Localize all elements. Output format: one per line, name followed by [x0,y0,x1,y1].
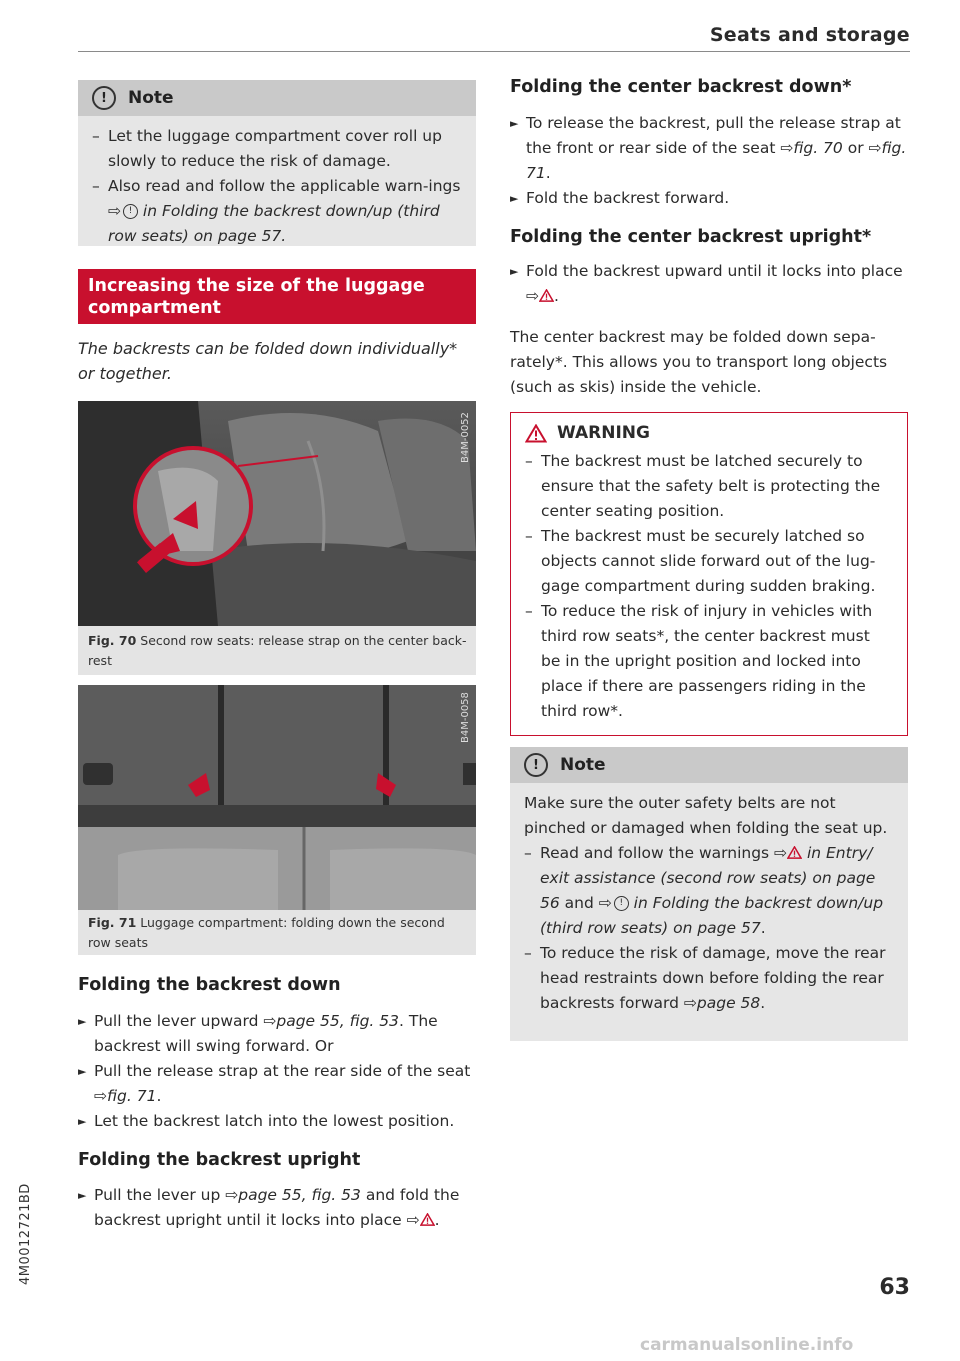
watermark: carmanualsonline.info [640,1335,854,1355]
step-item: ► Let the backrest latch into the lowest position. [78,1109,476,1134]
figure-caption: Fig. 71 Luggage compartment: folding down the second row seats [88,915,445,950]
warning-triangle-icon [539,289,554,302]
warning-title: WARNING [557,423,650,443]
steps-center-backrest-upright [510,259,908,309]
figure-reference[interactable]: fig. 71 [107,1087,157,1105]
figure-reference[interactable]: fig. 71 [526,139,907,182]
note-header [510,747,908,783]
luggage-compartment-seats-image [78,685,476,910]
page-number: 63 [879,1275,910,1300]
steps-backrest-down [78,1009,476,1134]
note-item: – Let the luggage compartment cover roll up slowly to reduce the risk of damage. [92,124,462,174]
heading-backrest-down: Folding the backrest down [78,975,341,995]
caution-icon: ! [614,896,629,911]
step-item: ► To release the backrest, pull the release strap at the front or rear side of the seat ⇨fig. 70 or ⇨fig. 71. [510,111,908,186]
note-item: – Read and follow the warnings ⇨ in Entry/ exit assistance (second row seats) on page 56 and ⇨ ! in Folding the backrest down/up (third row seats) on page 57. [524,841,894,941]
warning-item: – To reduce the risk of injury in vehicles with third row seats*, the center backrest must be in the upright position and locked into place if there are passengers riding in the third row*. [525,599,893,724]
steps-backrest-upright [78,1183,476,1233]
steps-center-backrest-down [510,111,908,211]
figure-71 [78,685,476,955]
warning-triangle-icon [787,846,802,859]
note-item: – Also read and follow the applicable warn-ings ⇨ ! in Folding the backrest down/up (third row seats) on page 57. [92,174,462,249]
warning-header [511,413,907,447]
note-body [510,783,908,1026]
section-intro: The backrests can be folded down individually* or together. [78,339,458,383]
note-title: Note [560,755,606,775]
heading-center-backrest-down: Folding the center backrest down* [510,77,852,97]
page-reference[interactable]: page 55, fig. 53 [238,1186,361,1204]
figure-70 [78,401,476,675]
section-heading: Increasing the size of the luggage compartment [78,269,476,324]
figure-caption: Fig. 70 Second row seats: release strap on the center back-rest [88,633,467,668]
step-item: ► Pull the release strap at the rear side of the seat ⇨fig. 71. [78,1059,476,1109]
center-backrest-paragraph: The center backrest may be folded down sepa-rately*. This allows you to transport long objects (such as skis) inside the vehicle. [510,328,888,396]
page-reference[interactable]: page 55, fig. 53 [276,1012,400,1030]
note-header [78,80,476,116]
step-item: ► Fold the backrest forward. [510,186,908,211]
heading-center-backrest-upright: Folding the center backrest upright* [510,227,872,247]
warning-triangle-icon [420,1213,435,1226]
page-reference[interactable]: page 58 [696,994,761,1012]
figure-code: B4M-0052 [460,412,471,463]
warning-triangle-icon [525,424,547,443]
note-title: Note [128,88,174,108]
warning-box [510,412,908,736]
warning-item: – The backrest must be latched securely to ensure that the safety belt is protecting the center seating position. [525,449,893,524]
warning-body [511,447,907,732]
note-body [78,116,476,259]
step-item: ► Pull the lever upward ⇨page 55, fig. 53. The backrest will swing forward. Or [78,1009,476,1059]
heading-backrest-upright: Folding the backrest upright [78,1150,361,1170]
header-rule [78,51,910,52]
note-paragraph: Make sure the outer safety belts are not pinched or damaged when folding the seat up. [524,794,888,837]
warning-item: – The backrest must be securely latched so objects cannot slide forward out of the lug-gage compartment during sudden braking. [525,524,893,599]
note-box-safety-belts [510,747,908,1041]
note-item: – To reduce the risk of damage, move the rear head restraints down before folding the rear backrests forward ⇨page 58. [524,941,894,1016]
figure-reference[interactable]: fig. 70 [793,139,843,157]
running-header: Seats and storage [709,24,910,46]
caution-icon: ! [123,204,138,219]
caution-icon: ! [524,753,548,777]
caution-icon: ! [92,86,116,110]
note-box-luggage [78,80,476,246]
step-item: ► Fold the backrest upward until it locks into place ⇨ . [510,259,908,309]
seat-release-strap-image [78,401,476,626]
document-code: 4M0012721BD [18,1183,33,1285]
figure-code: B4M-0058 [460,692,471,743]
step-item: ► Pull the lever up ⇨page 55, fig. 53 and fold the backrest upright until it locks into place ⇨ . [78,1183,476,1233]
